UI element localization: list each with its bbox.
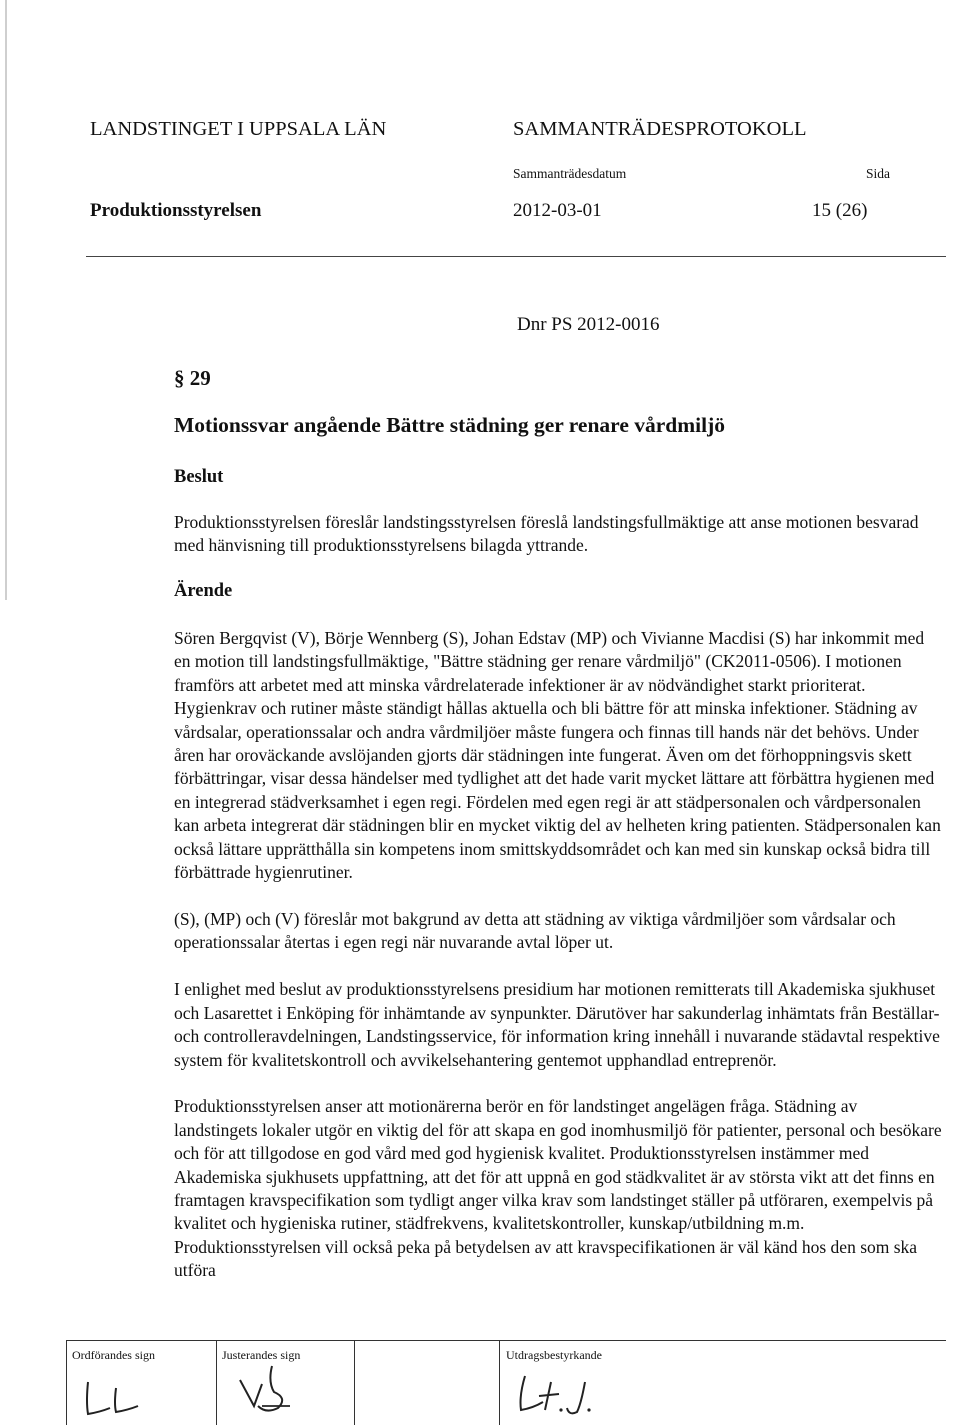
document-type: SAMMANTRÄDESPROTOKOLL (513, 118, 807, 140)
adjuster-handwritten-signature (232, 1362, 322, 1422)
arende-paragraph-4: Produktionsstyrelsen anser att motionärerna berör en för landstinget angelägen fråga. Städning av landstingets lokaler utgör en viktig del för att skapa en god inomhusmiljö för patienter, personal och besökare och för att tillgodose en god vård med god hygienisk kvalitet. Produktionsstyrelsen instämmer med Akademiska sjukhusets uppfattning, att det för att uppnå en god städkvalitet är av största vikt att det finns en framtagen kravspecifikation som tydligt anger vilka krav som landstinget ställer på utföraren, exempelvis på kvalitet och hygieniska rutiner, städfrekvens, kvalitetskontroller, kunskap/utbildning m.m. Produktionsstyrelsen vill också peka på betydelsen av att kravspecifikationen är väl känd hos den som ska utföra (174, 1096, 942, 1281)
scan-edge-line (5, 0, 7, 600)
extract-certification-label: Utdragsbestyrkande (506, 1348, 602, 1362)
page-number: 15 (26) (812, 200, 868, 221)
organization-name: LANDSTINGET I UPPSALA LÄN (90, 118, 387, 140)
arende-paragraph-3: I enlighet med beslut av produktionsstyrelsens presidium har motionen remitterats till Akademiska sjukhuset och Lasarettet i Enköping för inhämtande av synpunkter. Därutöver har sakunderlag inhämtats från Beställar- och controlleravdelningen, Landstingsservice, för information kring innehåll i nuvarande städavtal respektive system för kvalitetskontroll och avvikelsehantering gentemot upphandlad entreprenör. (174, 979, 940, 1070)
page-label: Sida (866, 166, 891, 181)
arende-heading: Ärende (174, 581, 233, 601)
date-label: Sammanträdesdatum (513, 166, 627, 181)
committee-name: Produktionsstyrelsen (90, 200, 262, 221)
signature-divider (354, 1340, 355, 1425)
chair-sign-label: Ordförandes sign (72, 1348, 155, 1362)
meeting-date: 2012-03-01 (513, 200, 602, 221)
extract-handwritten-signature (511, 1368, 611, 1423)
signature-table-top-line (66, 1340, 946, 1341)
section-title: Motionssvar angående Bättre städning ger renare vårdmiljö (174, 413, 726, 437)
signature-divider (216, 1340, 217, 1425)
arende-text (174, 627, 944, 1306)
chair-handwritten-signature (80, 1372, 170, 1422)
section-number: § 29 (174, 366, 211, 390)
beslut-paragraph: Produktionsstyrelsen föreslår landstingsstyrelsen föreslå landstingsfullmäktige att anse motionen besvarad med hänvisning till produktionsstyrelsens bilagda yttrande. (174, 512, 919, 556)
beslut-heading: Beslut (174, 467, 224, 487)
arende-paragraph-1: Sören Bergqvist (V), Börje Wennberg (S), Johan Edstav (MP) och Vivianne Macdisi (S) har inkommit med en motion till landstingsfullmäktige, "Bättre städning ger renare vårdmiljö" (CK2011-0506). I motionen framförs att arbetet med att minska vårdrelaterade infektioner är av nödvändighet starkt prioriterat. Hygienkrav och rutiner måste ständigt hållas aktuella och bli bättre för att minska infektioner. Städning av vårdsalar, operationssalar och andra vårdmiljöer måste fungera och finnas till hands när det behövs. Under åren har oroväckande avslöjanden gjorts där städningen inte fungerat. Även om det förhoppningsvis skett förbättringar, visar dessa händelser med tydlighet att det hade varit mycket lättare att förbättra hygienen med en integrerad städverksamhet i egen regi. Fördelen med egen regi är att städpersonalen och vårdpersonalen kan arbeta integrerat där städningen blir en mycket viktig del av helheten kring patienten. Städpersonalen kan också lättare upprätthålla sin kompetens inom smittskyddsområdet och kan med sin kunskap också bidra till förbättrade hygienrutiner. (174, 628, 941, 883)
signature-table (66, 1340, 946, 1425)
signature-divider (66, 1340, 67, 1425)
adjuster-sign-label: Justerandes sign (222, 1348, 301, 1362)
header-divider (86, 256, 946, 257)
signature-divider (499, 1340, 500, 1425)
reference-number: Dnr PS 2012-0016 (517, 314, 660, 335)
arende-paragraph-2: (S), (MP) och (V) föreslår mot bakgrund av detta att städning av viktiga vårdmiljöer som vårdsalar och operationssalar återtas i egen regi när nuvarande avtal löper ut. (174, 908, 896, 953)
beslut-text (174, 511, 944, 558)
